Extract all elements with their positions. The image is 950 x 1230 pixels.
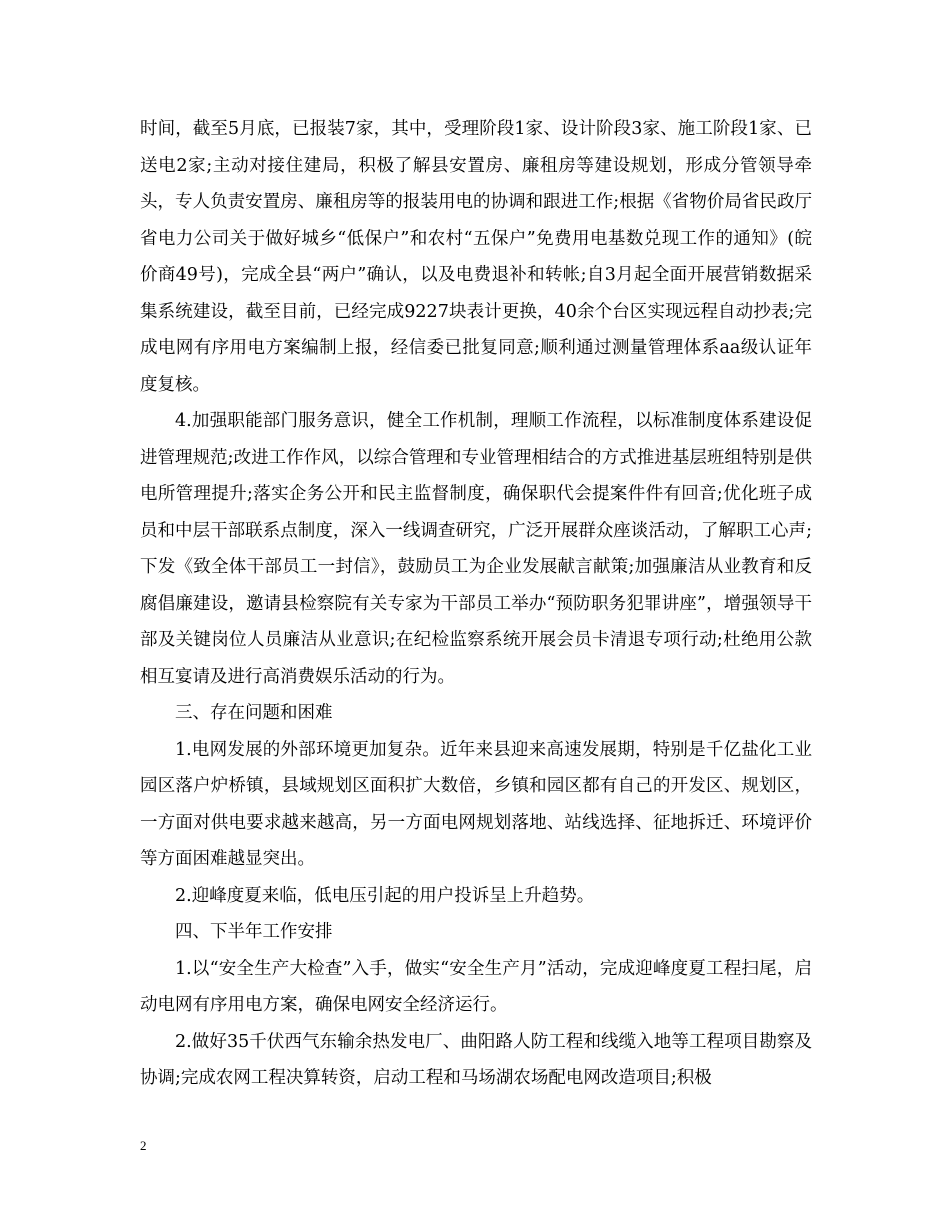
document-body bbox=[140, 111, 812, 1097]
paragraph-problem-1: 1.电网发展的外部环境更加复杂。近年来县迎来高速发展期，特别是千亿盐化工业园区落户炉桥镇，县域规划区面积扩大数倍，乡镇和园区都有自己的开发区、规划区，一方面对供电要求越来越高，另一方面电网规划落地、站线选择、征地拆迁、环境评价等方面困难越显突出。 bbox=[140, 739, 812, 869]
section-heading-plan: 四、下半年工作安排 bbox=[175, 922, 333, 942]
paragraph-plan-1: 1.以“安全生产大检查”入手，做实“安全生产月”活动，完成迎峰度夏工程扫尾，启动电网有序用电方案，确保电网安全经济运行。 bbox=[140, 958, 812, 1015]
page-number: 2 bbox=[140, 1138, 147, 1153]
paragraph-item-4: 4.加强职能部门服务意识，健全工作机制，理顺工作流程，以标准制度体系建设促进管理规范;改进工作作风，以综合管理和专业管理相结合的方式推进基层班组特别是供电所管理提升;落实企务公开和民主监督制度，确保职代会提案件件有回音;优化班子成员和中层干部联系点制度，深入一线调查研究，广泛开展群众座谈活动，了解职工心声;下发《致全体干部员工一封信》，鼓励员工为企业发展献言献策;加强廉洁从业教育和反腐倡廉建设，邀请县检察院有关专家为干部员工举办“预防职务犯罪讲座”，增强领导干部及关键岗位人员廉洁从业意识;在纪检监察系统开展会员卡清退专项行动;杜绝用公款相互宴请及进行高消费娱乐活动的行为。 bbox=[140, 411, 812, 687]
section-heading-problems: 三、存在问题和困难 bbox=[175, 703, 333, 723]
paragraph-continuation: 时间，截至5月底，已报装7家，其中，受理阶段1家、设计阶段3家、施工阶段1家、已送电2家;主动对接住建局，积极了解县安置房、廉租房等建设规划，形成分管领导牵头，专人负责安置房、廉租房等的报装用电的协调和跟进工作;根据《省物价局省民政厅省电力公司关于做好城乡“低保户”和农村“五保户”免费用电基数兑现工作的通知》(皖价商49号)，完成全县“两户”确认，以及电费退补和转帐;自3月起全面开展营销数据采集系统建设，截至目前，已经完成9227块表计更换，40余个台区实现远程自动抄表;完成电网有序用电方案编制上报，经信委已批复同意;顺利通过测量管理体系aa级认证年度复核。 bbox=[140, 119, 812, 395]
paragraph-plan-2: 2.做好35千伏西气东输余热发电厂、曲阳路人防工程和线缆入地等工程项目勘察及协调;完成农网工程决算转资，启动工程和马场湖农场配电网改造项目;积极 bbox=[140, 1031, 812, 1088]
paragraph-problem-2: 2.迎峰度夏来临，低电压引起的用户投诉呈上升趋势。 bbox=[175, 885, 595, 906]
